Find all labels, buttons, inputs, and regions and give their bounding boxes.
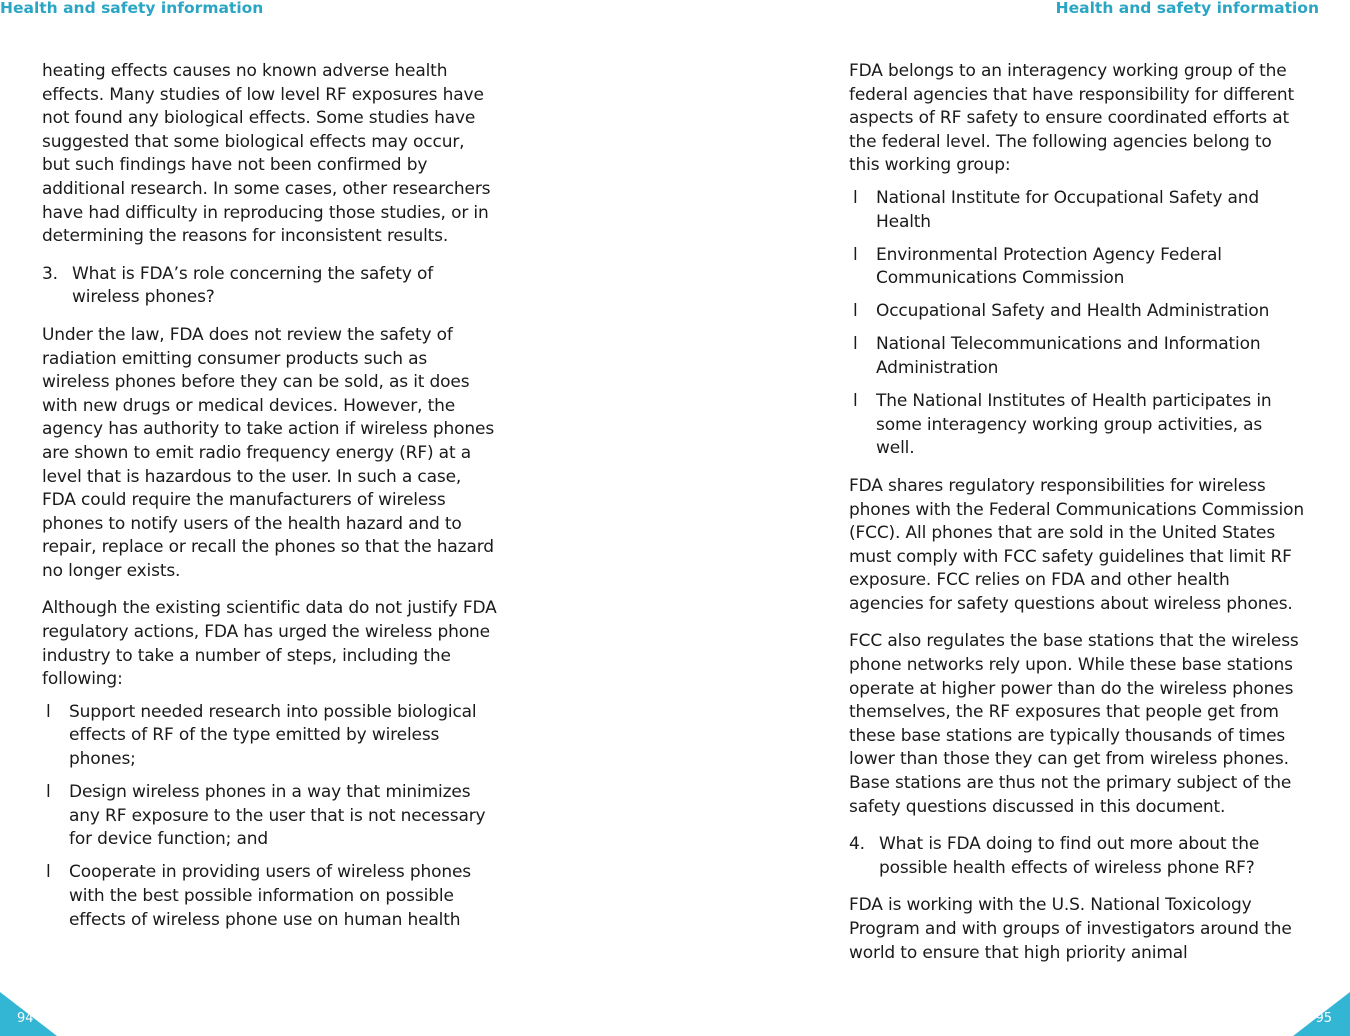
bullet-marker: l [46, 862, 51, 883]
question-text: What is FDA doing to find out more about the possible health effects of wireless phone RF? [879, 834, 1260, 878]
bullet-marker: l [853, 334, 858, 355]
base-stations-paragraph: FCC also regulates the base stations that the wireless phone networks rely upon. While these base stations operate at higher power than do the wireless phones themselves, the RF exposures that people get from these base stations are typically thousands of times lower than those they can get from wireless phones. Base stations are thus not the primary subject of the safety questions discussed in this document. [849, 631, 1299, 817]
question-number: 3. [42, 263, 58, 284]
left-page-number: 94 [17, 1011, 34, 1026]
left-running-header: Health and safety information [0, 0, 264, 17]
question-3 [42, 263, 497, 310]
industry-steps-paragraph: Although the existing scientific data do not justify FDA regulatory actions, FDA has urged the wireless phone industry to take a number of steps, including the following: [42, 598, 497, 690]
intro-paragraph: heating effects causes no known adverse health effects. Many studies of low level RF exposures have not found any biological effects. Some studies have suggested that some biological effects may occur, but such findings have not been confirmed by additional research. In some cases, other researchers have had difficulty in reproducing those studies, or in determining the reasons for inconsistent results. [42, 61, 491, 247]
question-number: 4. [849, 834, 865, 855]
list-item-text: National Institute for Occupational Safety and Health [876, 187, 1260, 232]
list-item [849, 187, 1305, 234]
list-item [42, 861, 497, 932]
toxicology-program-paragraph: FDA is working with the U.S. National Toxicology Program and with groups of investigators around the world to ensure that high priority animal [849, 895, 1292, 963]
question-text: What is FDA’s role concerning the safety of wireless phones? [72, 263, 434, 308]
bullet-marker: l [853, 301, 858, 322]
list-item-text: Design wireless phones in a way that minimizes any RF exposure to the user that is not necessary for device function; and [69, 782, 486, 850]
right-page-column [849, 60, 1305, 979]
list-item-text: Cooperate in providing users of wireless phones with the best possible information on possible effects of wireless phone use on human health [69, 862, 471, 930]
bullet-marker: l [46, 782, 51, 803]
list-item [42, 701, 497, 772]
bullet-marker: l [853, 391, 858, 412]
list-item [849, 333, 1305, 380]
list-item [42, 781, 497, 852]
list-item-text: Support needed research into possible biological effects of RF of the type emitted by wireless phones; [69, 701, 477, 770]
question-4 [849, 833, 1305, 880]
fcc-responsibilities-paragraph: FDA shares regulatory responsibilities for wireless phones with the Federal Communications Commission (FCC). All phones that are sold in the United States must comply with FCC safety guidelines that limit RF exposure. FCC relies on FDA and other health agencies for safety questions about wireless phones. [849, 475, 1304, 614]
list-item [849, 390, 1305, 461]
list-item-text: Occupational Safety and Health Administration [876, 301, 1270, 322]
industry-steps-list [42, 701, 497, 932]
bullet-marker: l [46, 701, 51, 722]
list-item-text: National Telecommunications and Information Administration [876, 334, 1261, 379]
bullet-marker: l [853, 187, 858, 208]
list-item-text: Environmental Protection Agency Federal Communications Commission [876, 244, 1222, 289]
list-item [849, 244, 1305, 291]
bullet-marker: l [853, 244, 858, 265]
list-item-text: The National Institutes of Health participates in some interagency working group activities, as well. [876, 391, 1272, 459]
list-item [849, 300, 1305, 324]
agencies-list [849, 187, 1305, 461]
right-page-number: 95 [1315, 1011, 1332, 1026]
fda-role-paragraph: Under the law, FDA does not review the safety of radiation emitting consumer products such as wireless phones before they can be sold, as it does with new drugs or medical devices. However, the agency has authority to take action if wireless phones are shown to emit radio frequency energy (RF) at a level that is hazardous to the user. In such a case, FDA could require the manufacturers of wireless phones to notify users of the health hazard and to repair, replace or recall the phones so that the hazard no longer exists. [42, 324, 495, 581]
left-page-column [42, 60, 497, 946]
working-group-paragraph: FDA belongs to an interagency working group of the federal agencies that have responsibility for different aspects of RF safety to ensure coordinated efforts at the federal level. The following agencies belong to this working group: [849, 61, 1295, 176]
right-running-header: Health and safety information [1055, 0, 1319, 17]
